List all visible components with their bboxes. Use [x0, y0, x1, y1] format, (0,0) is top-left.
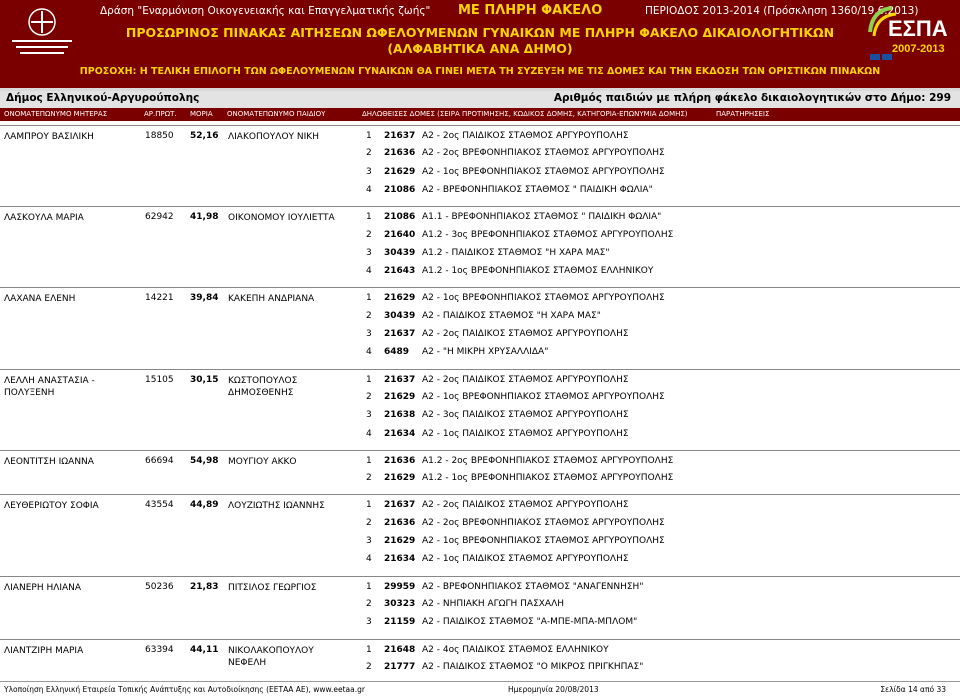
- preference-order: 1: [366, 212, 372, 223]
- document-title: ΠΡΟΣΩΡΙΝΟΣ ΠΙΝΑΚΑΣ ΑΙΤΗΣΕΩΝ ΩΦΕΛΟΥΜΕΝΩΝ ΓΥΝΑΙΚΩΝ ΜΕ ΠΛΗΡΗ ΦΑΚΕΛΟ ΔΙΚΑΙΟΛΟΓΗΤΙΚΩΝ: [125, 25, 835, 40]
- structure-description: Α2 - 2ος ΠΑΙΔΙΚΟΣ ΣΤΑΘΜΟΣ ΑΡΓΥΡΟΥΠΟΛΗΣ: [422, 329, 629, 339]
- municipality-name: Δήμος Ελληνικού-Αργυρούπολης: [6, 92, 200, 104]
- structure-description: Α2 - 1ος ΒΡΕΦΟΝΗΠΙΑΚΟΣ ΣΤΑΘΜΟΣ ΑΡΓΥΡΟΥΠΟΛΗΣ: [422, 536, 665, 546]
- preference-row: [0, 180, 960, 198]
- preference-order: 1: [366, 581, 372, 592]
- structure-code: 29959: [384, 581, 416, 592]
- structure-code: 21629: [384, 391, 416, 402]
- protocol-number: 63394: [145, 644, 174, 655]
- protocol-number: 50236: [145, 581, 174, 592]
- protocol-number: 14221: [145, 293, 174, 304]
- structure-description: Α2 - "Η ΜΙΚΡΗ ΧΡΥΣΑΛΛΙΔΑ": [422, 347, 549, 358]
- header-protocol: ΑΡ.ΠΡΩΤ.: [144, 110, 177, 118]
- structure-description: Α1.2 - ΠΑΙΔΙΚΟΣ ΣΤΑΘΜΟΣ "Η ΧΑΡΑ ΜΑΣ": [422, 247, 610, 258]
- structure-code: 21634: [384, 554, 416, 565]
- structure-code: 21086: [384, 212, 416, 223]
- table-row: [0, 125, 960, 144]
- preference-row: [0, 594, 960, 612]
- child-name: ΛΟΥΖΙΩΤΗΣ ΙΩΑΝΝΗΣ: [228, 501, 325, 512]
- structure-description: Α2 - 1ος ΠΑΙΔΙΚΟΣ ΣΤΑΘΜΟΣ ΑΡΓΥΡΟΥΠΟΛΗΣ: [422, 554, 629, 565]
- structure-code: 21636: [384, 455, 416, 466]
- preference-order: 4: [366, 428, 372, 439]
- preference-row: [0, 468, 960, 486]
- structure-description: Α2 - 2ος ΠΑΙΔΙΚΟΣ ΣΤΑΘΜΟΣ ΑΡΓΥΡΟΥΠΟΛΗΣ: [422, 131, 629, 141]
- children-count: Αριθμός παιδιών με πλήρη φάκελο δικαιολογητικών στο Δήμο: 299: [553, 92, 951, 104]
- structure-code: 21777: [384, 661, 416, 672]
- structure-code: 21629: [384, 473, 416, 484]
- score-value: 30,15: [190, 374, 219, 385]
- structure-description: Α2 - ΠΑΙΔΙΚΟΣ ΣΤΑΘΜΟΣ "Η ΧΑΡΑ ΜΑΣ": [422, 310, 601, 321]
- table-row: [0, 450, 960, 469]
- preference-row: [0, 162, 960, 180]
- structure-code: 21086: [384, 184, 416, 195]
- table-row: [0, 287, 960, 306]
- structure-code: 21629: [384, 536, 416, 546]
- mother-name: ΛΕΟΝΤΙΤΣΗ ΙΩΑΝΝΑ: [4, 456, 94, 467]
- header-mother: ΟΝΟΜΑΤΕΠΩΝΥΜΟ ΜΗΤΕΡΑΣ: [4, 110, 108, 118]
- preference-order: 1: [366, 500, 372, 511]
- preference-row: [0, 531, 960, 549]
- preference-order: 1: [366, 644, 372, 655]
- protocol-number: 62942: [145, 212, 174, 223]
- structure-code: 21636: [384, 148, 416, 159]
- child-name: ΚΑΚΕΠΗ ΑΝΔΡΙΑΝΑ: [228, 294, 315, 305]
- child-name: ΠΙΤΣΙΛΟΣ ΓΕΩΡΓΙΟΣ: [228, 582, 317, 593]
- mother-name: ΛΑΜΠΡΟΥ ΒΑΣΙΛΙΚΗ: [4, 132, 94, 142]
- structure-code: 21634: [384, 428, 416, 439]
- score-value: 52,16: [190, 131, 219, 141]
- header-banner: [0, 0, 960, 88]
- structure-code: 21637: [384, 500, 416, 511]
- structure-code: 30439: [384, 247, 416, 258]
- structure-description: Α2 - 1ος ΒΡΕΦΟΝΗΠΙΑΚΟΣ ΣΤΑΘΜΟΣ ΑΡΓΥΡΟΥΠΟΛΗΣ: [422, 293, 665, 304]
- warning-notice: ΠΡΟΣΟΧΗ: Η ΤΕΛΙΚΗ ΕΠΙΛΟΓΗ ΤΩΝ ΩΦΕΛΟΥΜΕΝΩΝ ΓΥΝΑΙΚΩΝ ΘΑ ΓΙΝΕΙ ΜΕΤΑ ΤΗ ΣΥΖΕΥΞΗ ΜΕ ΤΙΣ ΔΟΜΕΣ ΚΑΙ ΤΗΝ ΕΚΔΟΣΗ ΤΩΝ ΟΡΙΣΤΙΚΩΝ ΠΙΝΑΚΩΝ: [79, 66, 881, 77]
- preference-order: 3: [366, 617, 372, 628]
- period-label: ΠΕΡΙΟΔΟΣ 2013-2014 (Πρόσκληση 1360/19.6.2013): [645, 5, 919, 17]
- preference-order: 2: [366, 473, 372, 484]
- structure-description: Α1.2 - 1ος ΒΡΕΦΟΝΗΠΙΑΚΟΣ ΣΤΑΘΜΟΣ ΕΛΛΗΝΙΚΟΥ: [422, 266, 654, 277]
- preference-order: 2: [366, 148, 372, 159]
- structure-description: Α2 - 1ος ΠΑΙΔΙΚΟΣ ΣΤΑΘΜΟΣ ΑΡΓΥΡΟΥΠΟΛΗΣ: [422, 428, 629, 439]
- preference-order: 4: [366, 266, 372, 277]
- preference-row: [0, 342, 960, 360]
- mother-name: ΛΑΣΚΟΥΛΑ ΜΑΡΙΑ: [4, 213, 84, 224]
- structure-description: Α2 - ΒΡΕΦΟΝΗΠΙΑΚΟΣ ΣΤΑΘΜΟΣ " ΠΑΙΔΙΚΗ ΦΩΛΙΑ": [422, 184, 653, 195]
- structure-description: Α2 - ΠΑΙΔΙΚΟΣ ΣΤΑΘΜΟΣ "Α-ΜΠΕ-ΜΠΑ-ΜΠΛΟΜ": [422, 617, 638, 628]
- structure-code: 21637: [384, 374, 416, 385]
- structure-code: 21638: [384, 410, 416, 421]
- preference-row: [0, 513, 960, 531]
- structure-description: Α2 - 2ος ΠΑΙΔΙΚΟΣ ΣΤΑΘΜΟΣ ΑΡΓΥΡΟΥΠΟΛΗΣ: [422, 374, 629, 385]
- preference-row: [0, 405, 960, 423]
- protocol-number: 66694: [145, 455, 174, 466]
- preference-order: 2: [366, 598, 372, 609]
- structure-description: Α1.2 - 2ος ΒΡΕΦΟΝΗΠΙΑΚΟΣ ΣΤΑΘΜΟΣ ΑΡΓΥΡΟΥΠΟΛΗΣ: [422, 455, 674, 466]
- preference-order: 4: [366, 554, 372, 565]
- table-row: [0, 576, 960, 595]
- structure-description: Α1.2 - 3ος ΒΡΕΦΟΝΗΠΙΑΚΟΣ ΣΤΑΘΜΟΣ ΑΡΓΥΡΟΥΠΟΛΗΣ: [422, 229, 674, 240]
- action-title: Δράση "Εναρμόνιση Οικογενειακής και Επαγγελματικής ζωής": [100, 5, 431, 17]
- score-value: 44,11: [190, 644, 219, 655]
- footer-page-number: Σελίδα 14 από 33: [880, 685, 946, 694]
- footer-implementer: Υλοποίηση Ελληνική Εταιρεία Τοπικής Ανάπτυξης και Αυτοδιοίκησης (ΕΕΤΑΑ ΑΕ), www.eetaa.gr: [4, 685, 365, 694]
- structure-code: 21159: [384, 617, 416, 628]
- table-row: [0, 494, 960, 513]
- preference-order: 1: [366, 455, 372, 466]
- structure-description: Α2 - 2ος ΠΑΙΔΙΚΟΣ ΣΤΑΘΜΟΣ ΑΡΓΥΡΟΥΠΟΛΗΣ: [422, 500, 629, 511]
- full-file-label: ΜΕ ΠΛΗΡΗ ΦΑΚΕΛΟ: [458, 3, 603, 18]
- structure-code: 21629: [384, 166, 416, 177]
- preference-order: 3: [366, 247, 372, 258]
- mother-name: ΛΑΧΑΝΑ ΕΛΕΝΗ: [4, 294, 76, 305]
- child-name: ΚΩΣΤΟΠΟΥΛΟΣ ΔΗΜΟΣΘΕΝΗΣ: [228, 375, 298, 398]
- protocol-number: 15105: [145, 374, 174, 385]
- mother-name: ΛΙΑΝΤΖΙΡΗ ΜΑΡΙΑ: [4, 645, 84, 656]
- structure-description: Α2 - ΠΑΙΔΙΚΟΣ ΣΤΑΘΜΟΣ "Ο ΜΙΚΡΟΣ ΠΡΙΓΚΗΠΑΣ": [422, 661, 644, 672]
- preference-row: [0, 612, 960, 630]
- preference-row: [0, 243, 960, 261]
- structure-code: 21637: [384, 329, 416, 339]
- structure-code: 21648: [384, 644, 416, 655]
- preference-row: [0, 143, 960, 161]
- child-name: ΟΙΚΟΝΟΜΟΥ ΙΟΥΛΙΕΤΤΑ: [228, 213, 335, 224]
- structure-code: 6489: [384, 347, 410, 358]
- mother-name: ΛΕΥΘΕΡΙΩΤΟΥ ΣΟΦΙΑ: [4, 501, 99, 512]
- preference-order: 2: [366, 229, 372, 240]
- score-value: 54,98: [190, 455, 219, 466]
- preference-order: 2: [366, 310, 372, 321]
- preference-row: [0, 261, 960, 279]
- preference-order: 2: [366, 391, 372, 402]
- preference-row: [0, 549, 960, 567]
- structure-description: Α2 - 2ος ΒΡΕΦΟΝΗΠΙΑΚΟΣ ΣΤΑΘΜΟΣ ΑΡΓΥΡΟΥΠΟΛΗΣ: [422, 148, 665, 159]
- score-value: 39,84: [190, 293, 219, 304]
- child-name: ΝΙΚΟΛΑΚΟΠΟΥΛΟΥ ΝΕΦΕΛΗ: [228, 645, 314, 668]
- preference-order: 2: [366, 517, 372, 528]
- table-header: [0, 108, 960, 121]
- structure-description: Α2 - 2ος ΒΡΕΦΟΝΗΠΙΑΚΟΣ ΣΤΑΘΜΟΣ ΑΡΓΥΡΟΥΠΟΛΗΣ: [422, 517, 665, 528]
- preference-order: 4: [366, 347, 372, 358]
- structure-description: Α2 - 1ος ΒΡΕΦΟΝΗΠΙΑΚΟΣ ΣΤΑΘΜΟΣ ΑΡΓΥΡΟΥΠΟΛΗΣ: [422, 391, 665, 402]
- preference-row: [0, 225, 960, 243]
- score-value: 21,83: [190, 581, 219, 592]
- page-footer: [0, 681, 960, 696]
- espa-logo-years: 2007-2013: [892, 43, 945, 55]
- preference-order: 4: [366, 184, 372, 195]
- preference-row: [0, 324, 960, 342]
- protocol-number: 18850: [145, 131, 174, 141]
- espa-logo-text: ΕΣΠΑ: [888, 16, 948, 41]
- table-row: [0, 206, 960, 225]
- municipality-bar: [0, 91, 960, 108]
- structure-code: 21643: [384, 266, 416, 277]
- preference-order: 3: [366, 166, 372, 177]
- score-value: 44,89: [190, 500, 219, 511]
- preference-order: 3: [366, 329, 372, 339]
- structure-code: 30323: [384, 598, 416, 609]
- structure-code: 30439: [384, 310, 416, 321]
- footer-date: Ημερομηνία 20/08/2013: [508, 685, 599, 694]
- preference-row: [0, 387, 960, 405]
- header-child: ΟΝΟΜΑΤΕΠΩΝΥΜΟ ΠΑΙΔΙΟΥ: [227, 110, 326, 118]
- structure-description: Α2 - 1ος ΒΡΕΦΟΝΗΠΙΑΚΟΣ ΣΤΑΘΜΟΣ ΑΡΓΥΡΟΥΠΟΛΗΣ: [422, 166, 665, 177]
- espa-logo-icon: [862, 2, 956, 62]
- structure-description: Α1.1 - ΒΡΕΦΟΝΗΠΙΑΚΟΣ ΣΤΑΘΜΟΣ " ΠΑΙΔΙΚΗ ΦΩΛΙΑ": [422, 212, 662, 223]
- preference-row: [0, 306, 960, 324]
- mother-name: ΛΙΑΝΕΡΗ ΗΛΙΑΝΑ: [4, 582, 82, 593]
- header-notes: ΠΑΡΑΤΗΡΗΣΕΙΣ: [716, 110, 770, 118]
- structure-code: 21637: [384, 131, 416, 141]
- child-name: ΛΙΑΚΟΠΟΥΛΟΥ ΝΙΚΗ: [228, 132, 319, 142]
- structure-description: Α2 - 3ος ΠΑΙΔΙΚΟΣ ΣΤΑΘΜΟΣ ΑΡΓΥΡΟΥΠΟΛΗΣ: [422, 410, 629, 421]
- preference-row: [0, 657, 960, 675]
- header-score: ΜΟΡΙΑ: [190, 110, 213, 118]
- structure-description: Α2 - ΝΗΠΙΑΚΗ ΑΓΩΓΗ ΠΑΣΧΑΛΗ: [422, 598, 565, 609]
- child-name: ΜΟΥΓΙΟΥ ΑΚΚΟ: [228, 456, 297, 467]
- structure-description: Α2 - 4ος ΠΑΙΔΙΚΟΣ ΣΤΑΘΜΟΣ ΕΛΛΗΝΙΚΟΥ: [422, 644, 609, 655]
- structure-description: Α2 - ΒΡΕΦΟΝΗΠΙΑΚΟΣ ΣΤΑΘΜΟΣ "ΑΝΑΓΕΝΝΗΣΗ": [422, 581, 644, 592]
- preference-order: 1: [366, 131, 372, 141]
- preference-order: 1: [366, 293, 372, 304]
- mother-name: ΛΕΛΛΗ ΑΝΑΣΤΑΣΙΑ - ΠΟΛΥΞΕΝΗ: [4, 375, 95, 398]
- structure-code: 21629: [384, 293, 416, 304]
- header-structures: ΔΗΛΩΘΕΙΣΕΣ ΔΟΜΕΣ (ΣΕΙΡΑ ΠΡΟΤΙΜΗΣΗΣ, ΚΩΔΙΚΟΣ ΔΟΜΗΣ, ΚΑΤΗΓΟΡΙΑ-ΕΠΩΝΥΜΙΑ ΔΟΜΗΣ): [362, 110, 688, 118]
- structure-code: 21640: [384, 229, 416, 240]
- score-value: 41,98: [190, 212, 219, 223]
- preference-order: 1: [366, 374, 372, 385]
- structure-description: Α1.2 - 1ος ΒΡΕΦΟΝΗΠΙΑΚΟΣ ΣΤΑΘΜΟΣ ΑΡΓΥΡΟΥΠΟΛΗΣ: [422, 473, 674, 484]
- document-subtitle: (ΑΛΦΑΒΗΤΙΚΑ ΑΝΑ ΔΗΜΟ): [387, 41, 573, 56]
- protocol-number: 43554: [145, 500, 174, 511]
- preference-row: [0, 424, 960, 442]
- preference-order: 2: [366, 661, 372, 672]
- structure-code: 21636: [384, 517, 416, 528]
- preference-order: 3: [366, 536, 372, 546]
- preference-order: 3: [366, 410, 372, 421]
